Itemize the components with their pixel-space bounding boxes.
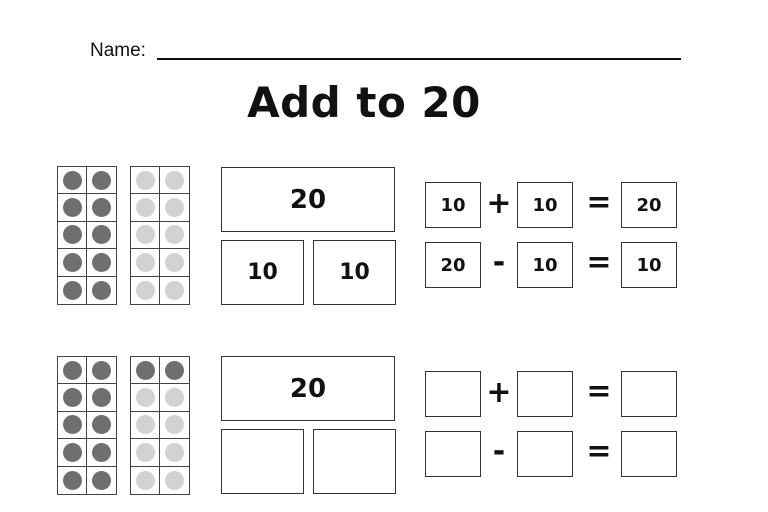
ten-frame-left <box>57 166 117 305</box>
ten-frame-cell <box>87 412 116 439</box>
addend-box-2[interactable]: 10 <box>517 182 573 228</box>
ten-frame-cell <box>160 167 189 194</box>
part-box-right[interactable]: 10 <box>313 240 396 305</box>
ten-frame-right <box>130 166 190 305</box>
addend-box-2[interactable] <box>517 371 573 417</box>
ten-frame-cell <box>58 384 87 411</box>
ten-frame-cell <box>131 167 160 194</box>
counter-dot-filled <box>63 415 82 434</box>
counter-dot-empty <box>136 253 155 272</box>
equals-sign: = <box>586 374 612 409</box>
counter-dot-filled <box>165 361 184 380</box>
ten-frame-cell <box>131 357 160 384</box>
counter-dot-empty <box>136 443 155 462</box>
equals-sign: = <box>586 185 612 220</box>
counter-dot-filled <box>63 171 82 190</box>
ten-frame-cell <box>87 384 116 411</box>
counter-dot-empty <box>136 225 155 244</box>
counter-dot-filled <box>92 253 111 272</box>
counter-dot-empty <box>136 388 155 407</box>
worksheet-title: Add to 20 <box>247 78 481 127</box>
counter-dot-filled <box>92 225 111 244</box>
sum-box[interactable]: 20 <box>621 182 677 228</box>
counter-dot-empty <box>165 171 184 190</box>
ten-frame-cell <box>160 412 189 439</box>
ten-frame-cell <box>87 277 116 304</box>
counter-dot-filled <box>63 281 82 300</box>
ten-frame-cell <box>131 277 160 304</box>
counter-dot-filled <box>92 361 111 380</box>
ten-frame-cell <box>160 194 189 221</box>
equals-sign: = <box>586 434 612 469</box>
minuend-box[interactable]: 20 <box>425 242 481 288</box>
counter-dot-empty <box>136 171 155 190</box>
name-write-line[interactable] <box>157 58 681 60</box>
counter-dot-empty <box>165 415 184 434</box>
ten-frame-cell <box>58 357 87 384</box>
counter-dot-empty <box>165 225 184 244</box>
ten-frame-cell <box>160 249 189 276</box>
ten-frame-cell <box>58 412 87 439</box>
ten-frame-cell <box>160 384 189 411</box>
counter-dot-empty <box>136 415 155 434</box>
ten-frame-cell <box>131 467 160 494</box>
ten-frame-cell <box>160 439 189 466</box>
counter-dot-empty <box>136 198 155 217</box>
counter-dot-empty <box>136 281 155 300</box>
ten-frame-cell <box>131 384 160 411</box>
counter-dot-filled <box>92 198 111 217</box>
ten-frame-cell <box>87 439 116 466</box>
ten-frame-cell <box>58 167 87 194</box>
counter-dot-filled <box>63 198 82 217</box>
ten-frame-cell <box>58 222 87 249</box>
ten-frame-cell <box>58 467 87 494</box>
ten-frame-cell <box>160 277 189 304</box>
counter-dot-filled <box>92 415 111 434</box>
counter-dot-empty <box>165 443 184 462</box>
part-box-left[interactable]: 10 <box>221 240 304 305</box>
minuend-box[interactable] <box>425 431 481 477</box>
counter-dot-empty <box>165 388 184 407</box>
difference-box[interactable]: 10 <box>621 242 677 288</box>
subtrahend-box[interactable] <box>517 431 573 477</box>
subtrahend-box[interactable]: 10 <box>517 242 573 288</box>
minus-sign: - <box>492 245 506 280</box>
counter-dot-empty <box>165 281 184 300</box>
ten-frame-cell <box>160 357 189 384</box>
ten-frame-cell <box>58 194 87 221</box>
ten-frame-cell <box>87 222 116 249</box>
addend-box-1[interactable]: 10 <box>425 182 481 228</box>
counter-dot-filled <box>63 443 82 462</box>
ten-frame-cell <box>131 194 160 221</box>
ten-frame-cell <box>131 222 160 249</box>
plus-sign: + <box>486 375 512 410</box>
counter-dot-filled <box>136 361 155 380</box>
ten-frame-cell <box>160 222 189 249</box>
counter-dot-filled <box>92 443 111 462</box>
ten-frame-right <box>130 356 190 495</box>
ten-frame-left <box>57 356 117 495</box>
ten-frame-cell <box>87 194 116 221</box>
difference-box[interactable] <box>621 431 677 477</box>
ten-frame-cell <box>58 277 87 304</box>
counter-dot-filled <box>63 253 82 272</box>
ten-frame-cell <box>131 439 160 466</box>
minus-sign: - <box>492 434 506 469</box>
counter-dot-filled <box>92 281 111 300</box>
counter-dot-filled <box>63 388 82 407</box>
name-label: Name: <box>90 40 146 61</box>
sum-box[interactable] <box>621 371 677 417</box>
plus-sign: + <box>486 186 512 221</box>
whole-box[interactable]: 20 <box>221 167 395 232</box>
ten-frame-cell <box>87 249 116 276</box>
ten-frame-cell <box>131 412 160 439</box>
counter-dot-filled <box>63 225 82 244</box>
counter-dot-filled <box>92 388 111 407</box>
counter-dot-filled <box>92 471 111 490</box>
ten-frame-cell <box>131 249 160 276</box>
ten-frame-cell <box>58 439 87 466</box>
counter-dot-empty <box>136 471 155 490</box>
counter-dot-filled <box>92 171 111 190</box>
counter-dot-filled <box>63 471 82 490</box>
part-box-right[interactable] <box>313 429 396 494</box>
ten-frame-cell <box>87 357 116 384</box>
counter-dot-empty <box>165 253 184 272</box>
ten-frame-cell <box>58 249 87 276</box>
counter-dot-empty <box>165 471 184 490</box>
ten-frame-cell <box>87 167 116 194</box>
ten-frame-cell <box>87 467 116 494</box>
whole-box[interactable]: 20 <box>221 356 395 421</box>
part-box-left[interactable] <box>221 429 304 494</box>
counter-dot-filled <box>63 361 82 380</box>
ten-frame-cell <box>160 467 189 494</box>
counter-dot-empty <box>165 198 184 217</box>
addend-box-1[interactable] <box>425 371 481 417</box>
equals-sign: = <box>586 245 612 280</box>
